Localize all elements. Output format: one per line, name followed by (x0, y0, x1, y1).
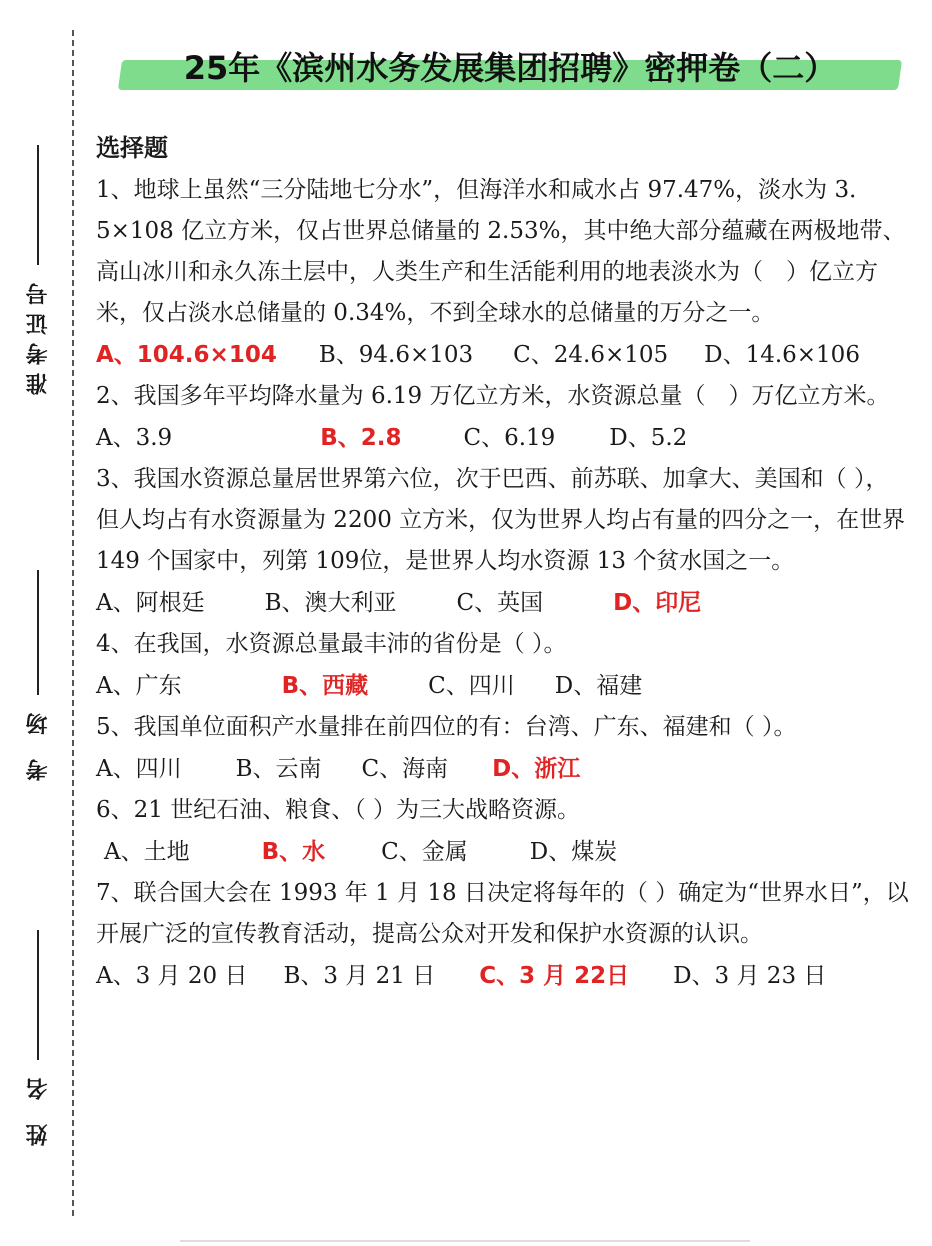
option: B、澳大利亚 (264, 590, 397, 616)
name-fill-line (37, 930, 39, 1060)
question-3 (96, 459, 911, 624)
option-row (96, 665, 911, 707)
option: C、金属 (381, 839, 468, 865)
option: A、土地 (104, 839, 190, 865)
question-text: 2、我国多年平均降水量为 6.19 万亿立方米，水资源总量（ ）万亿立方米。 (96, 383, 890, 409)
option: A、3.9 (96, 425, 173, 451)
bottom-divider (180, 1240, 750, 1242)
option-row (96, 582, 911, 624)
exam-room-label: 考 场 (25, 705, 51, 781)
side-label-name (18, 930, 58, 1146)
question-4 (96, 624, 911, 707)
correct-option: D、浙江 (492, 756, 581, 782)
option-row (96, 334, 911, 376)
option-row (96, 831, 911, 873)
exam-room-fill-line (37, 570, 39, 695)
question-6 (96, 790, 911, 873)
option: B、云南 (235, 756, 322, 782)
option: A、阿根廷 (96, 590, 205, 616)
option: C、英国 (456, 590, 544, 616)
correct-option: B、2.8 (320, 425, 402, 451)
option: B、3 月 21 日 (283, 963, 436, 989)
binding-dashed-line (72, 30, 74, 1216)
correct-option: C、3 月 22日 (479, 963, 630, 989)
question-list (96, 126, 911, 997)
question-2 (96, 376, 911, 459)
correct-option: B、西藏 (281, 673, 369, 699)
option-row (96, 748, 911, 790)
option: D、5.2 (609, 425, 688, 451)
option: A、3 月 20 日 (96, 963, 248, 989)
question-text: 6、21 世纪石油、粮食、（ ）为三大战略资源。 (96, 797, 581, 823)
side-label-exam-id (18, 145, 58, 395)
question-text: 7、联合国大会在 1993 年 1 月 18 日决定将每年的（ ）确定为“世界水日”，以开展广泛的宣传教育活动，提高公众对开发和保护水资源的认识。 (96, 880, 909, 947)
page-title: 25年《滨州水务发展集团招聘》密押卷（二） (183, 49, 837, 87)
section-heading: 选择题 (96, 134, 168, 162)
correct-option: D、印尼 (613, 590, 702, 616)
option: D、3 月 23 日 (673, 963, 827, 989)
option: C、6.19 (463, 425, 556, 451)
correct-option: B、水 (261, 839, 326, 865)
option-row (96, 955, 911, 997)
question-text: 1、地球上虽然“三分陆地七分水”，但海洋水和咸水占 97.47%，淡水为 3．5×108 亿立方米，仅占世界总储量的 2.53%，其中绝大部分蕴藏在两极地带、高山冰川和永久冻土层中，人类生产和生活能利用的地表淡水为（ ）亿立方米，仅占淡水总储量的 0.34%，不到全球水的总储量的万分之一。 (96, 177, 906, 326)
option-row (96, 417, 911, 459)
option: B、94.6×103 (318, 342, 474, 368)
option: C、24.6×105 (513, 342, 669, 368)
side-label-exam-room (18, 570, 58, 781)
questions-container (96, 170, 911, 997)
title-block (120, 40, 900, 96)
option: D、福建 (554, 673, 643, 699)
question-text: 3、我国水资源总量居世界第六位，次于巴西、前苏联、加拿大、美国和（ ），但人均占有水资源量为 2200 立方米，仅为世界人均占有量的四分之一，在世界 149 个国家中，列第 109位，是世界人均水资源 13 个贫水国之一。 (96, 466, 906, 574)
question-5 (96, 707, 911, 790)
question-text: 5、我国单位面积产水量排在前四位的有：台湾、广东、福建和（ ）。 (96, 714, 797, 740)
question-7 (96, 873, 911, 997)
name-label: 姓 名 (25, 1070, 51, 1146)
option: D、14.6×106 (704, 342, 860, 368)
option: C、海南 (361, 756, 449, 782)
option: A、四川 (96, 756, 182, 782)
exam-id-label: 准考证号 (25, 275, 51, 395)
question-text: 4、在我国，水资源总量最丰沛的省份是（ ）。 (96, 631, 567, 657)
option: A、广东 (96, 673, 182, 699)
option: C、四川 (428, 673, 515, 699)
question-1 (96, 170, 911, 376)
exam-id-fill-line (37, 145, 39, 265)
option: D、煤炭 (529, 839, 618, 865)
correct-option: A、104.6×104 (96, 342, 277, 368)
